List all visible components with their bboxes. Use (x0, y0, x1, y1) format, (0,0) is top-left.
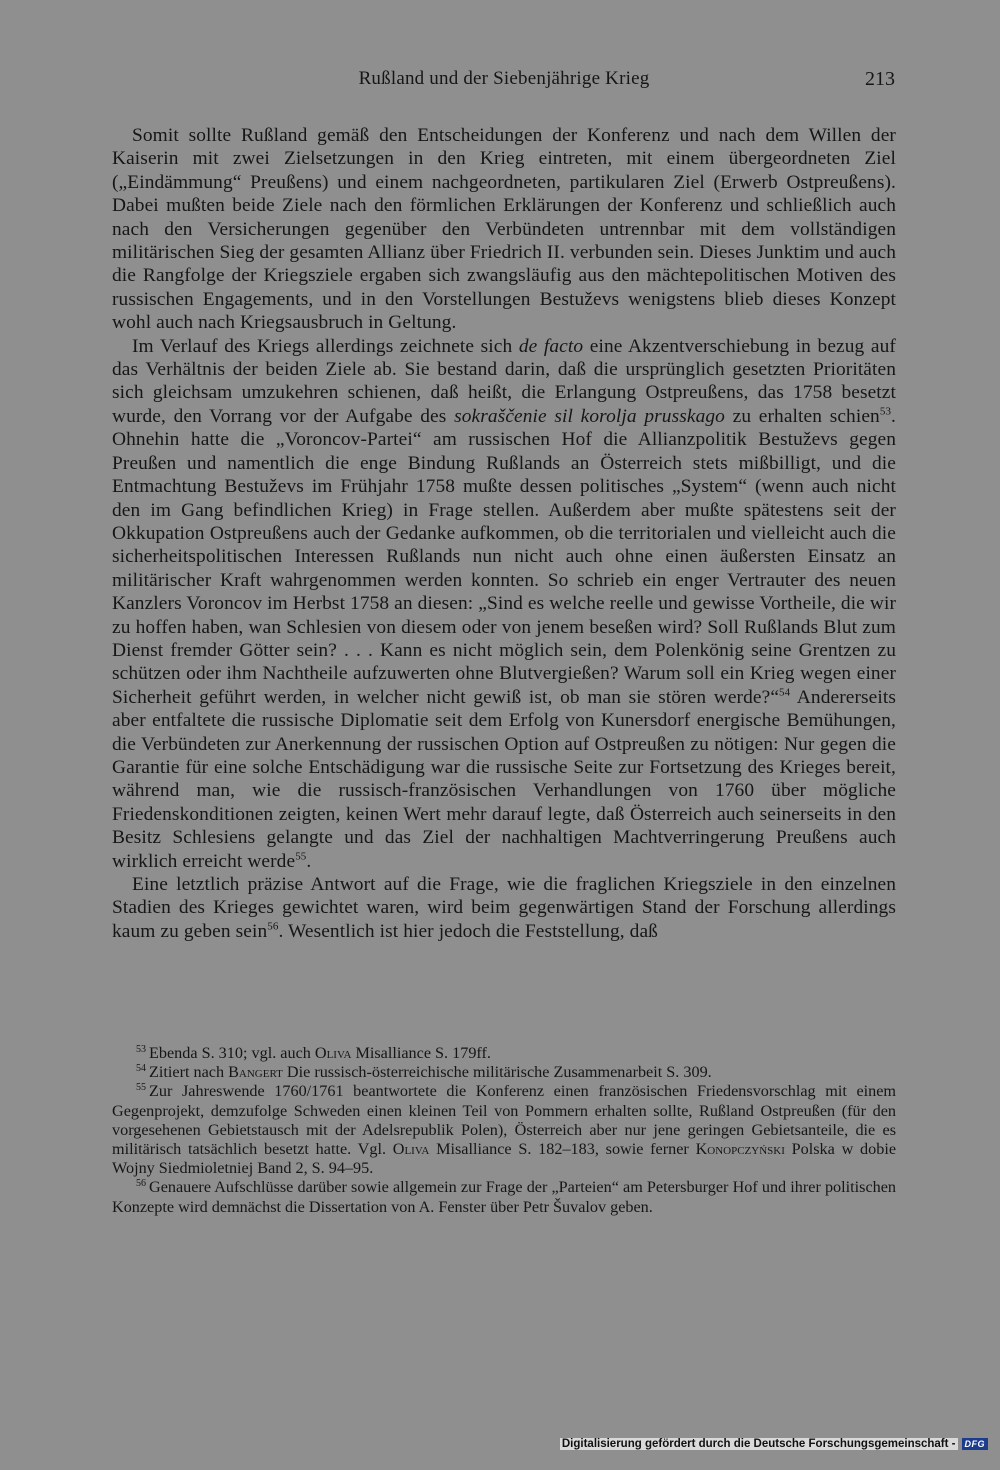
footnote-number: 54 (136, 1062, 146, 1074)
author-name: Oliva (392, 1140, 430, 1159)
footnote-55 (112, 1082, 896, 1178)
running-head: Rußland und der Siebenjährige Krieg (358, 68, 650, 89)
author-name: Konopczyński (695, 1140, 785, 1159)
footnote-text: Misalliance S. 179ff. (351, 1044, 491, 1062)
footnote-text: Polska w dobie Wojny Siedmioletniej Band 2, S. 94–95. (112, 1140, 897, 1178)
footnote-number: 56 (136, 1178, 146, 1190)
footnote-54 (112, 1063, 896, 1082)
paragraph-1-text: Somit sollte Rußland gemäß den Entscheidungen der Konferenz und nach dem Willen der Kaiserin mit zwei Zielsetzungen in den Krieg eintreten, mit einem übergeordneten Ziel („Eindämmung“ Preußens) und einem nachgeordneten, partikularen Ziel (Erwerb Ostpreußens). Dabei mußten beide Ziele nach den förmlichen Erklärungen der Konferenz und schließlich auch nach den Versicherungen gegenüber den Verbündeten untrennbar mit dem vollständigen militärischen Sieg der gesamten Allianz über Friedrich II. verbunden sein. Dieses Junktim und auch die Rangfolge der Kriegsziele ergaben sich zwangsläufig aus den mächtepolitischen Motiven des russischen Engagements, und in den Vorstellungen Bestuževs wenigstens blieb dieses Konzept wohl auch nach Kriegsausbruch in Geltung. (112, 125, 896, 334)
paragraph-2-text-b: eine Akzentverschiebung in bezug auf das Verhältnis der beiden Ziele ab. Sie bestand darin, daß die ursprünglich gesetzten Prioritäten sich gleichsam umzukehren schienen, daß heißt, die Erlangung Ostpreußens, das 1758 besetzt wurde, den Vorrang vor der Aufgabe des (112, 335, 896, 427)
paragraph-3 (112, 873, 896, 943)
author-name: Bangert (228, 1063, 283, 1082)
page-number: 213 (865, 68, 895, 90)
body-text (112, 124, 896, 943)
paragraph-1 (112, 124, 896, 335)
paragraph-2 (112, 335, 896, 873)
funding-credit: Digitalisierung gefördert durch die Deutsche Forschungsgemeinschaft - (561, 1438, 956, 1450)
page-header (113, 68, 895, 98)
paragraph-3-text-a: Eine letztlich präzise Antwort auf die Frage, wie die fraglichen Kriegsziele in den einzelnen Stadien des Krieges gewichtet waren, wird beim gegenwärtigen Stand der Forschung allerdings kaum zu geben sein (112, 874, 896, 942)
footnote-ref-56[interactable]: 56 (267, 920, 279, 933)
paragraph-3-text-b: . Wesentlich ist hier jedoch die Feststellung, daß (278, 920, 658, 942)
footnote-text: Ebenda S. 310; vgl. auch (149, 1044, 315, 1062)
dfg-logo: DFG (962, 1438, 989, 1450)
footnote-text: Zur Jahreswende 1760/1761 beantwortete die Konferenz einen französischen Friedensvorschlag mit einem Gegenprojekt, demzufolge Schweden einen kleinen Teil von Pommern erhalten sollte, Rußland Ostpreußen (für den vorgesehenen Gebietstausch mit der Adelsrepublik Polen), Österreich aber nur jene geringen Gebietsanteile, die es militärisch tatsächlich besetzt hatte. Vgl. (112, 1082, 896, 1159)
footnote-ref-54[interactable]: 54 (779, 686, 791, 699)
paragraph-2-text-d: . Ohnehin hatte die „Voroncov-Partei“ am russischen Hof die Allianzpolitik Bestuževs gegen Preußen und namentlich die enge Bindung Rußlands an Österreich stets mißbilligt, und die Entmachtung Bestuževs im Frühjahr 1758 mußte dessen politisches „System“ (wenn auch nicht den im Gang befindlichen Krieg) in Frage stellen. Außerdem aber mußte spätestens seit der Okkupation Ostpreußens auch der Gedanke aufkommen, ob die territorialen und vielleicht auch die sicherheitspolitischen Interessen Rußlands nun nicht auch ohne einen äußersten Einsatz an militärischer Kraft wahrgenommen werden konnten. So schrieb ein enger Vertrauter des neuen Kanzlers Voroncov im Herbst 1758 an diesen: „Sind es welche reelle und gewisse Vortheile, die wir zu hoffen haben, wan Schlesien von diesem oder von jenem beseßen wird? Soll Rußlands Blut zum Dienst fremder Götter sein? . . . Kann es nicht möglich sein, dem Polenkönig seine Grentzen zu schützen oder ihm Nachtheile aufzuwerten ohne Blutvergießen? Warum soll ein Krieg wegen einer Sicherheit geführt werden, in welcher nicht gewiß ist, ob man sie stören werde?“ (112, 405, 896, 708)
footnote-number: 55 (136, 1082, 146, 1094)
footnote-number: 53 (136, 1043, 146, 1055)
footnote-53 (112, 1044, 896, 1063)
footnote-ref-53[interactable]: 53 (879, 405, 892, 418)
paragraph-2-text-f: . (306, 850, 312, 872)
paragraph-2-text-a: Im Verlauf des Kriegs allerdings zeichnete sich (132, 335, 519, 357)
footnote-text: Misalliance S. 182–183, sowie ferner (429, 1140, 696, 1159)
digitization-footer (560, 1436, 988, 1452)
footnotes (112, 1044, 896, 1217)
footnote-ref-55[interactable]: 55 (295, 850, 307, 863)
paragraph-2-text-c: zu erhalten schien (724, 405, 880, 427)
footnote-text: Genauere Aufschlüsse darüber sowie allgemein zur Frage der „Parteien“ am Petersburger Hof und ihrer politischen Konzepte wird demnächst die Dissertation von A. Fenster über Petr Šuvalov geben. (112, 1178, 896, 1216)
author-name: Oliva (314, 1044, 352, 1062)
footnote-text: Zitiert nach (149, 1063, 229, 1082)
paragraph-2-text-e: Andererseits aber entfaltete die russische Diplomatie seit dem Erfolg von Kunersdorf energische Bemühungen, die Verbündeten zur Anerkennung der russischen Option auf Ostpreußen zu nötigen: Nur gegen die Garantie für eine solche Entschädigung war die russische Seite zur Fortsetzung des Krieges bereit, während man, wie die russisch-französischen Verhandlungen von 1760 über mögliche Friedenskonditionen zeigten, keinen Wert mehr darauf legte, daß Österreich auch seinerseits in den Besitz Schlesiens gelangte und das Ziel der nachhaltigen Machtverringerung Preußens auch wirklich erreicht werde (112, 686, 896, 872)
footnote-text: Die russisch-österreichische militärische Zusammenarbeit S. 309. (282, 1063, 712, 1082)
italic-de-facto: de facto (518, 335, 584, 357)
footnote-56 (112, 1178, 896, 1216)
italic-russian-phrase: sokraščenie sil korolja prusskago (454, 405, 725, 427)
